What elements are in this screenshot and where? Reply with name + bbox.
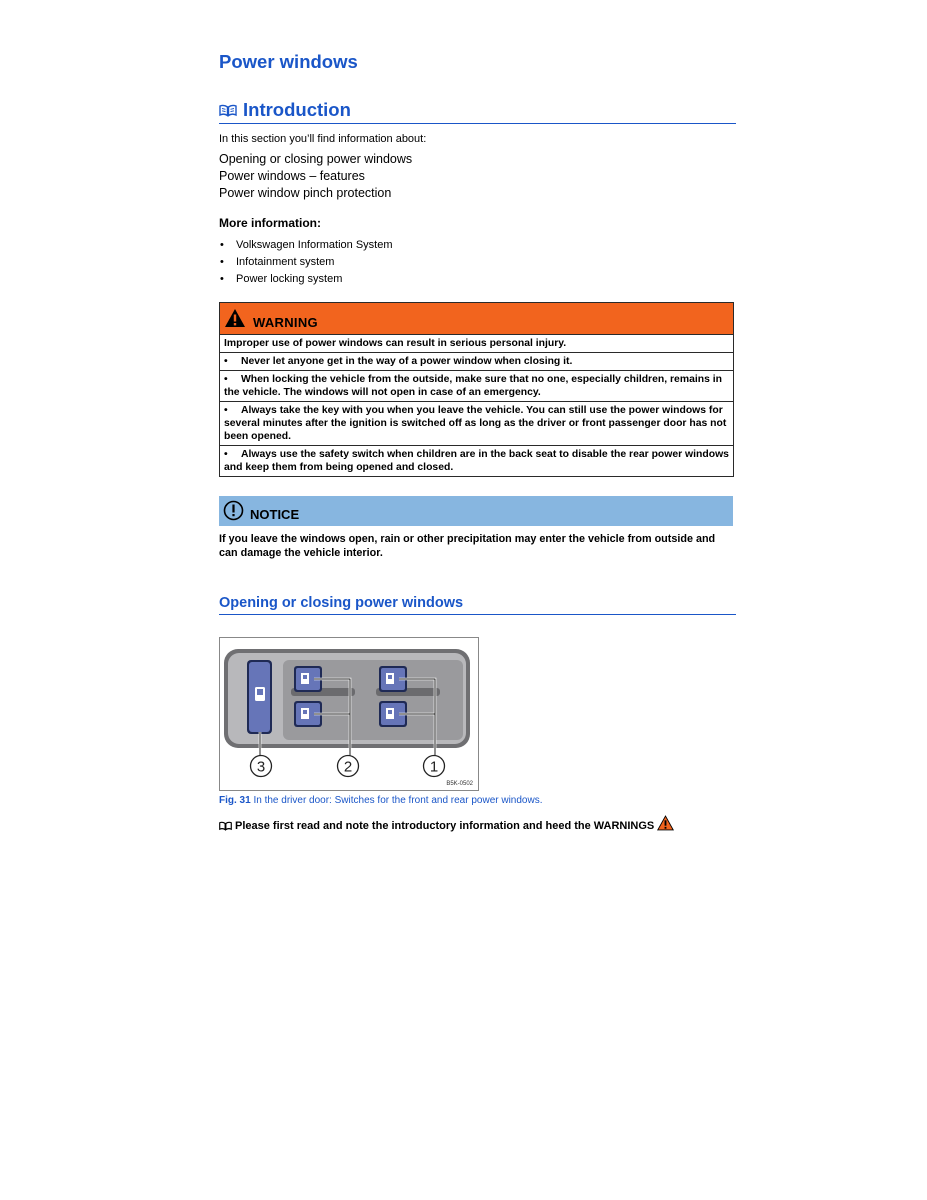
warning-text: Improper use of power windows can result in serious personal injury. — [224, 338, 567, 349]
warning-triangle-icon[interactable] — [657, 815, 674, 831]
figure-window-switches — [219, 637, 479, 791]
warning-text: Never let anyone get in the way of a power window when closing it. — [241, 356, 573, 367]
warning-triangle-icon — [224, 308, 246, 328]
read-note-text: Please first read and note the introductory information and heed the WARNINGS — [235, 820, 655, 832]
intro-text: In this section you’ll find information about: — [219, 133, 427, 145]
book-icon — [219, 104, 237, 117]
window-switch-panel-illustration — [220, 638, 478, 790]
warning-row — [220, 446, 733, 476]
warning-row — [220, 353, 733, 371]
notice-label: NOTICE — [250, 507, 300, 522]
more-info-link[interactable]: • Infotainment system — [219, 254, 393, 271]
warning-row — [220, 335, 733, 353]
topic-list — [219, 151, 412, 203]
figure-caption-label: Fig. 31 — [219, 795, 251, 806]
notice-header — [219, 496, 733, 526]
read-note — [219, 815, 674, 832]
warning-bullet: • — [224, 356, 228, 367]
callout-number: 1 — [429, 758, 439, 776]
callout-2 — [338, 756, 359, 777]
exclamation-circle-icon — [223, 500, 244, 521]
warning-text: When locking the vehicle from the outside, make sure that no one, especially children, remains in the vehicle. The windows will not open in case of an emergency. — [224, 374, 722, 398]
warning-box — [219, 302, 734, 477]
warning-bullet: • — [224, 374, 228, 385]
section-heading-text: Introduction — [243, 99, 351, 120]
callout-3 — [251, 756, 272, 777]
warning-bullet: • — [224, 449, 228, 460]
subsection-heading-text: Opening or closing power windows — [219, 595, 464, 611]
section-heading — [219, 99, 736, 124]
warning-text: Always use the safety switch when children are in the back seat to disable the rear power windows and keep them from being opened and closed. — [224, 449, 729, 473]
figure-caption — [219, 795, 543, 806]
topic-link[interactable]: Power window pinch protection — [219, 186, 392, 201]
callout-number: 3 — [256, 758, 266, 776]
figure-code: B5K-0502 — [446, 781, 473, 787]
warning-text: Always take the key with you when you leave the vehicle. You can still use the power windows for several minutes after the ignition is switched off as long as the driver or front passenger door has not been opened. — [224, 405, 727, 442]
more-info-heading: More information: — [219, 216, 321, 230]
notice-text: If you leave the windows open, rain or other precipitation may enter the vehicle from outside and can damage the vehicle interior. — [219, 533, 716, 559]
callout-1 — [424, 756, 445, 777]
warning-body — [220, 335, 733, 476]
warning-label: WARNING — [253, 315, 318, 330]
callout-number: 2 — [343, 758, 353, 776]
topic-link[interactable]: Opening or closing power windows — [219, 152, 413, 166]
book-icon[interactable] — [219, 821, 232, 831]
warning-row — [220, 371, 733, 402]
warning-header — [220, 303, 733, 335]
warning-bullet: • — [224, 405, 228, 416]
topic-link[interactable]: Power windows – features — [219, 169, 365, 184]
warning-row — [220, 402, 733, 446]
more-info-link[interactable]: • Volkswagen Information System — [219, 237, 393, 254]
subsection-heading — [219, 594, 736, 615]
more-info-list — [219, 237, 393, 288]
page-title: Power windows — [219, 51, 358, 72]
figure-caption-text: In the driver door: Switches for the front and rear power windows. — [250, 795, 543, 806]
more-info-link[interactable]: • Power locking system — [219, 271, 393, 288]
